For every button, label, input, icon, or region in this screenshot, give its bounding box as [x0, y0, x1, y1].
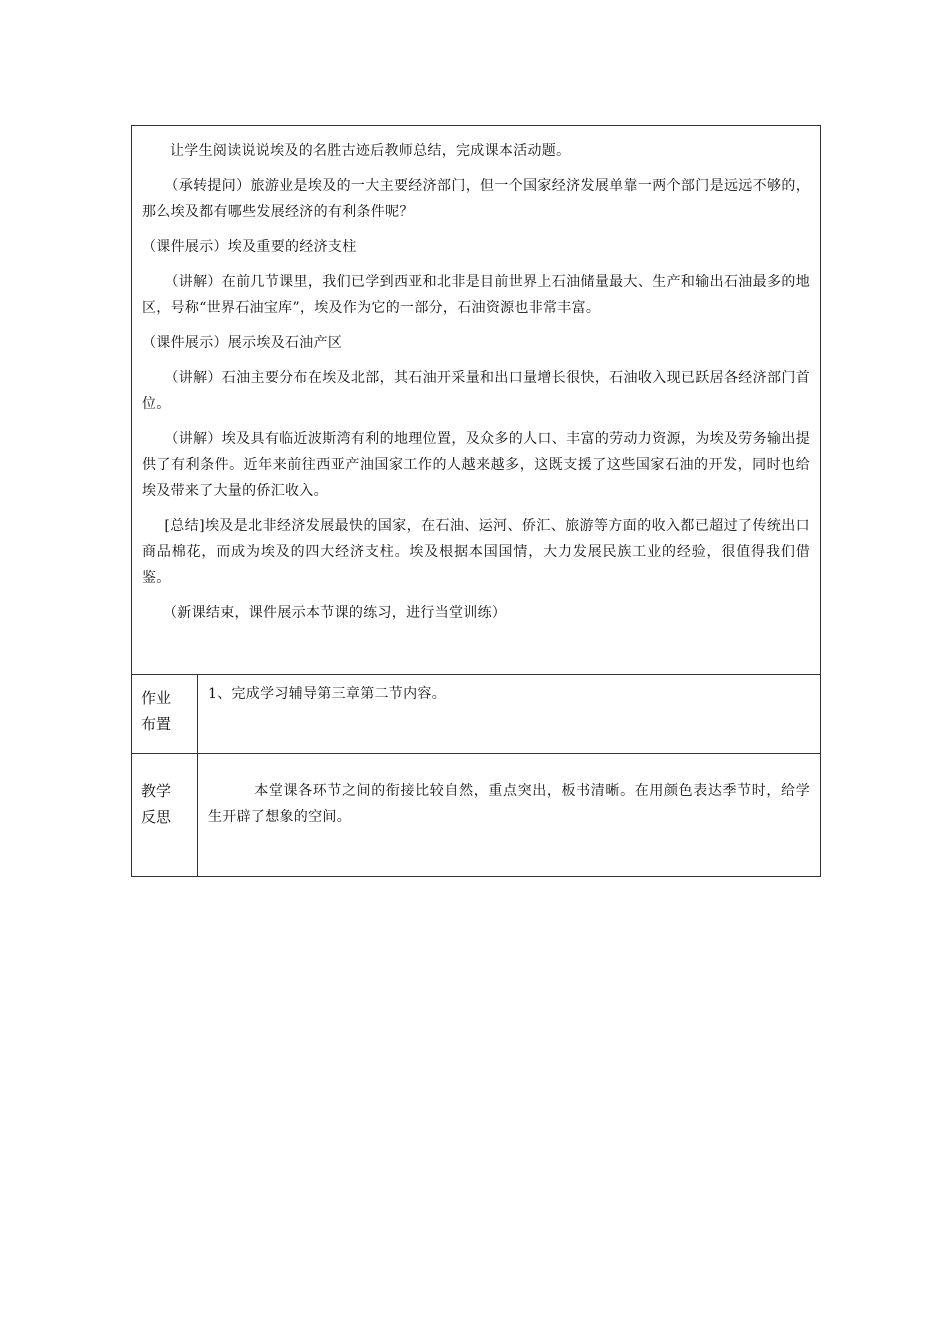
- homework-label-line2: 布置: [141, 715, 172, 733]
- reflection-label-cell: [132, 754, 198, 877]
- paragraph-lesson-end: （新课结束，课件展示本节课的练习，进行当堂训练）: [163, 605, 507, 621]
- lesson-plan-table: [131, 125, 821, 877]
- reflection-content-cell: [198, 754, 821, 877]
- paragraph-explain-oil-distribution: （讲解）石油主要分布在埃及北部，其石油开采量和出口量增长很快，石油收入现已跃居各经济部门首位。: [142, 370, 810, 412]
- paragraph-summary-activity: 让学生阅读说说埃及的名胜古迹后教师总结，完成课本活动题。: [170, 143, 571, 159]
- paragraph-courseware-oil-regions: （课件展示）展示埃及石油产区: [142, 335, 343, 351]
- homework-content-cell: [198, 675, 821, 754]
- teaching-process-cell: [132, 126, 821, 675]
- reflection-content: 本堂课各环节之间的衔接比较自然，重点突出，板书清晰。在用颜色表达季节时，给学生开辟了想象的空间。: [208, 783, 810, 825]
- homework-label-cell: [132, 675, 198, 754]
- paragraph-explain-oil-treasury: （讲解）在前几节课里，我们已学到西亚和北非是目前世界上石油储量最大、生产和输出石油最多的地区，号称“世界石油宝库”，埃及作为它的一部分，石油资源也非常丰富。: [142, 274, 810, 316]
- paragraph-explain-labor-export: （讲解）埃及具有临近波斯湾有利的地理位置，及众多的人口、丰富的劳动力资源，为埃及劳务输出提供了有利条件。近年来前往西亚产油国家工作的人越来越多，这既支援了这些国家石油的开发，同时也给埃及带来了大量的侨汇收入。: [142, 431, 810, 499]
- homework-content: 1、完成学习辅导第三章第二节内容。: [208, 686, 447, 702]
- reflection-label-line2: 反思: [141, 808, 172, 826]
- homework-label-line1: 作业: [141, 689, 172, 707]
- reflection-label-line1: 教学: [141, 782, 172, 800]
- paragraph-courseware-economic-pillars: （课件展示）埃及重要的经济支柱: [142, 239, 357, 255]
- paragraph-conclusion: [总结]埃及是北非经济发展最快的国家，在石油、运河、侨汇、旅游等方面的收入都已超过了传统出口商品棉花，而成为埃及的四大经济支柱。埃及根据本国国情，大力发展民族工业的经验，很值得我们借鉴。: [142, 518, 810, 586]
- paragraph-transition-question: （承转提问）旅游业是埃及的一大主要经济部门，但一个国家经济发展单靠一两个部门是远远不够的，那么埃及都有哪些发展经济的有利条件呢？: [142, 178, 810, 220]
